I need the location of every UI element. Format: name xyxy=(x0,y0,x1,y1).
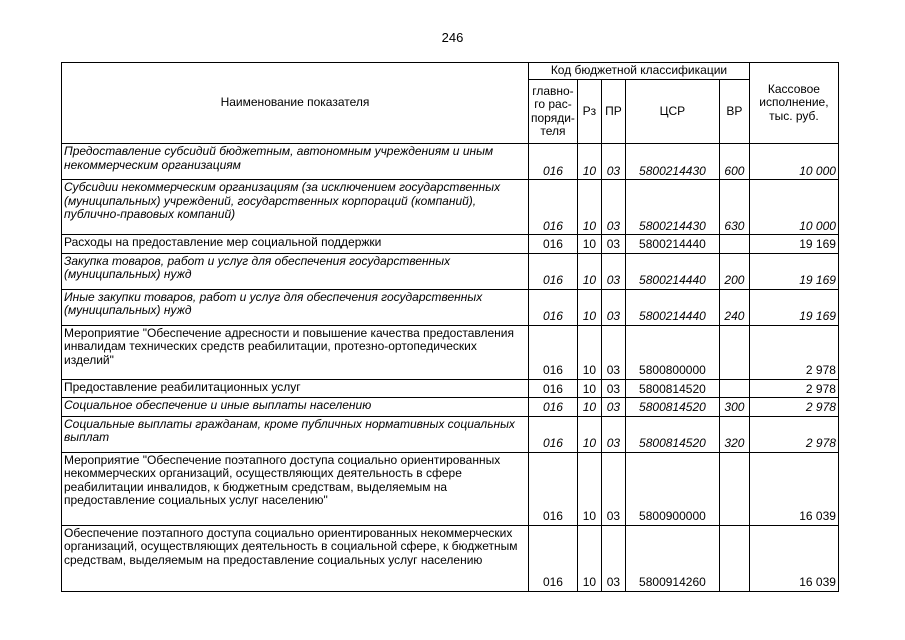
row-vr: 600 xyxy=(719,144,749,180)
row-glavny: 016 xyxy=(529,253,578,289)
row-name: Мероприятие "Обеспечение поэтапного доступа социально ориентированных некоммерческих организаций, осуществляющих деятельность в сфере реабилитации инвалидов, к бюджетным средствам, выделяемым на предоставление социальных услуг населению" xyxy=(62,452,529,525)
row-pr: 03 xyxy=(601,525,625,591)
row-vr: 200 xyxy=(719,253,749,289)
row-csr: 5800800000 xyxy=(625,325,719,379)
table-row xyxy=(62,379,839,398)
row-csr: 5800814520 xyxy=(625,398,719,417)
row-pr: 03 xyxy=(601,416,625,452)
row-amount: 2 978 xyxy=(749,416,838,452)
table-row xyxy=(62,144,839,180)
row-rz: 10 xyxy=(577,235,601,254)
row-glavny: 016 xyxy=(529,289,578,325)
header-rz: Рз xyxy=(577,80,601,144)
row-amount: 2 978 xyxy=(749,398,838,417)
row-vr xyxy=(719,525,749,591)
row-csr: 5800214440 xyxy=(625,235,719,254)
row-vr: 320 xyxy=(719,416,749,452)
row-vr xyxy=(719,379,749,398)
row-amount: 19 169 xyxy=(749,235,838,254)
row-name: Закупка товаров, работ и услуг для обеспечения государственных (муниципальных) нужд xyxy=(62,253,529,289)
table-row xyxy=(62,325,839,379)
header-amount: Кассовое исполнение, тыс. руб. xyxy=(749,63,838,144)
row-amount: 2 978 xyxy=(749,325,838,379)
page-number: 246 xyxy=(441,30,464,45)
row-rz: 10 xyxy=(577,398,601,417)
row-csr: 5800814520 xyxy=(625,379,719,398)
row-rz: 10 xyxy=(577,289,601,325)
row-pr: 03 xyxy=(601,253,625,289)
row-glavny: 016 xyxy=(529,180,578,235)
row-rz: 10 xyxy=(577,416,601,452)
row-pr: 03 xyxy=(601,379,625,398)
row-pr: 03 xyxy=(601,452,625,525)
row-rz: 10 xyxy=(577,452,601,525)
row-name: Социальные выплаты гражданам, кроме публичных нормативных социальных выплат xyxy=(62,416,529,452)
row-pr: 03 xyxy=(601,325,625,379)
table-row xyxy=(62,235,839,254)
row-csr: 5800214430 xyxy=(625,144,719,180)
row-glavny: 016 xyxy=(529,235,578,254)
row-vr xyxy=(719,235,749,254)
header-pr: ПР xyxy=(601,80,625,144)
row-amount: 19 169 xyxy=(749,289,838,325)
row-amount: 16 039 xyxy=(749,525,838,591)
row-glavny: 016 xyxy=(529,144,578,180)
row-name: Иные закупки товаров, работ и услуг для обеспечения государственных (муниципальных) нужд xyxy=(62,289,529,325)
row-name: Мероприятие "Обеспечение адресности и повышение качества предоставления инвалидам технических средств реабилитации, протезно-ортопедических изделий" xyxy=(62,325,529,379)
row-csr: 5800814520 xyxy=(625,416,719,452)
row-glavny: 016 xyxy=(529,452,578,525)
row-vr: 300 xyxy=(719,398,749,417)
row-csr: 5800214440 xyxy=(625,289,719,325)
budget-table xyxy=(61,62,839,592)
header-glavny: главно- го рас- поряди- теля xyxy=(529,80,578,144)
row-amount: 16 039 xyxy=(749,452,838,525)
row-glavny: 016 xyxy=(529,525,578,591)
row-name: Предоставление субсидий бюджетным, автономным учреждениям и иным некоммерческим организациям xyxy=(62,144,529,180)
row-pr: 03 xyxy=(601,289,625,325)
table-row xyxy=(62,289,839,325)
row-name: Субсидии некоммерческим организациям (за исключением государственных (муниципальных) учреждений, государственных корпораций (компаний), публично-правовых компаний) xyxy=(62,180,529,235)
row-amount: 10 000 xyxy=(749,180,838,235)
row-pr: 03 xyxy=(601,235,625,254)
table-row xyxy=(62,525,839,591)
row-vr: 630 xyxy=(719,180,749,235)
row-rz: 10 xyxy=(577,525,601,591)
row-csr: 5800914260 xyxy=(625,525,719,591)
row-csr: 5800214430 xyxy=(625,180,719,235)
row-rz: 10 xyxy=(577,325,601,379)
row-name: Обеспечение поэтапного доступа социально ориентированных некоммерческих организаций, осуществляющих деятельность в социальной сфере, к бюджетным средствам, выделяемым на предоставление социальных услуг населению xyxy=(62,525,529,591)
row-pr: 03 xyxy=(601,144,625,180)
table-row xyxy=(62,180,839,235)
row-vr xyxy=(719,452,749,525)
row-rz: 10 xyxy=(577,144,601,180)
row-amount: 2 978 xyxy=(749,379,838,398)
row-pr: 03 xyxy=(601,180,625,235)
row-rz: 10 xyxy=(577,379,601,398)
table-row xyxy=(62,452,839,525)
row-glavny: 016 xyxy=(529,325,578,379)
table-row xyxy=(62,253,839,289)
table-row xyxy=(62,398,839,417)
row-pr: 03 xyxy=(601,398,625,417)
row-rz: 10 xyxy=(577,253,601,289)
table-row xyxy=(62,416,839,452)
row-name: Расходы на предоставление мер социальной поддержки xyxy=(62,235,529,254)
row-glavny: 016 xyxy=(529,398,578,417)
row-vr xyxy=(719,325,749,379)
header-vr: ВР xyxy=(719,80,749,144)
header-name: Наименование показателя xyxy=(62,63,529,144)
header-csr: ЦСР xyxy=(625,80,719,144)
row-name: Социальное обеспечение и иные выплаты населению xyxy=(62,398,529,417)
row-amount: 10 000 xyxy=(749,144,838,180)
row-csr: 5800900000 xyxy=(625,452,719,525)
row-glavny: 016 xyxy=(529,379,578,398)
header-code-group: Код бюджетной классификации xyxy=(529,63,750,80)
row-vr: 240 xyxy=(719,289,749,325)
row-amount: 19 169 xyxy=(749,253,838,289)
row-csr: 5800214440 xyxy=(625,253,719,289)
row-rz: 10 xyxy=(577,180,601,235)
row-name: Предоставление реабилитационных услуг xyxy=(62,379,529,398)
row-glavny: 016 xyxy=(529,416,578,452)
